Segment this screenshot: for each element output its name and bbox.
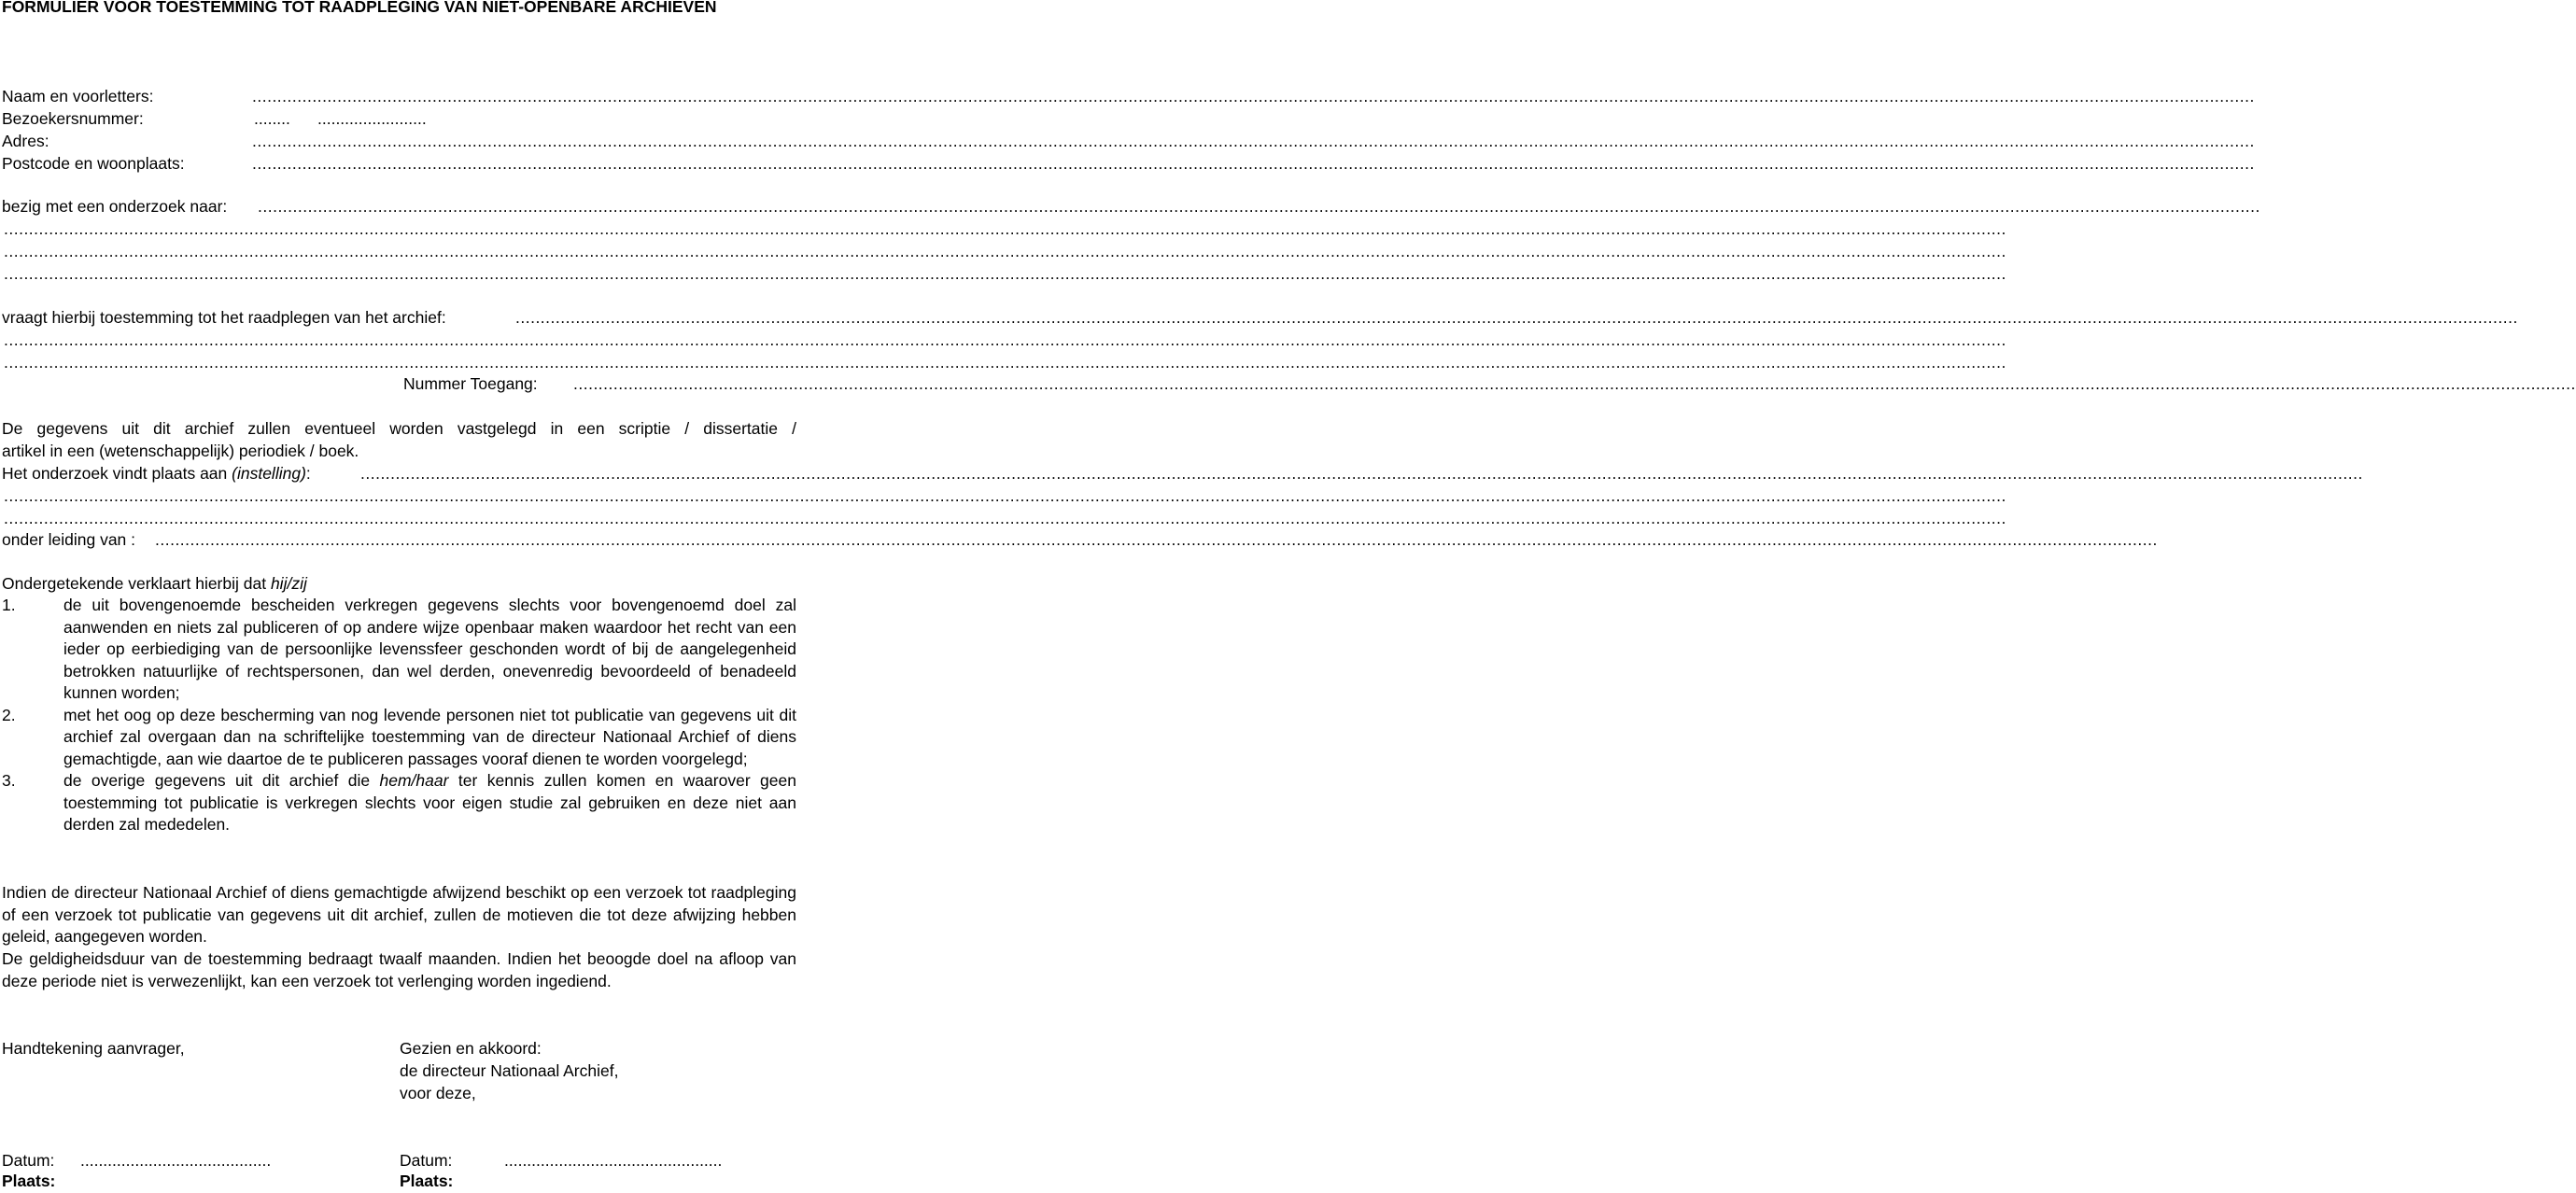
- gezien-akkoord: Gezien en akkoord:: [400, 1039, 542, 1058]
- leiding-label: onder leiding van :: [2, 530, 136, 549]
- instelling-dots-2[interactable]: ................................................................................................................................................................................................................................................................................................................................................................................................................: [4, 486, 2006, 505]
- handtekening-aanvrager: Handtekening aanvrager,: [2, 1039, 185, 1058]
- item-text: de overige gegevens uit dit archief die hem/haar ter kennis zullen komen en waarover geen toestemming tot publicatie is verkregen slechts voor eigen studie zal gebruiken en deze niet aan derden zal mededelen.: [63, 771, 796, 834]
- onderzoek-dots-4[interactable]: ................................................................................................................................................................................................................................................................................................................................................................................................................: [4, 264, 2006, 283]
- field-bezoekersnummer-row[interactable]: [2, 108, 838, 131]
- gegevens-line-1: [2, 418, 796, 441]
- onderzoek-line-3[interactable]: [2, 241, 2006, 263]
- naam-dots[interactable]: ................................................................................................................................................................................................................................................................................................................................................................................................................: [252, 87, 2255, 105]
- slot-paragraph-2: De geldigheidsduur van de toestemming bedraagt twaalf maanden. Indien het beoogde doel na afloop van deze periode niet is verwezenlijkt, kan een verzoek tot verlenging worden ingediend.: [2, 949, 796, 990]
- plaats-label-right: Plaats:: [400, 1172, 454, 1190]
- verklaring-item-2: [2, 705, 796, 771]
- voor-deze-label: voor deze,: [400, 1084, 476, 1102]
- verklaring-list: [2, 595, 796, 836]
- item-number: 3.: [2, 771, 16, 790]
- directeur-label: de directeur Nationaal Archief,: [400, 1061, 619, 1080]
- bezoekersnummer-dots-1[interactable]: ........: [254, 109, 290, 128]
- archief-dots-2[interactable]: ................................................................................................................................................................................................................................................................................................................................................................................................................: [4, 330, 2006, 349]
- nummer-toegang-label: Nummer Toegang:: [403, 374, 538, 393]
- datum-label-left: Datum:: [2, 1151, 55, 1170]
- field-adres-row[interactable]: [2, 131, 2255, 153]
- verklaring-item-3: [2, 770, 796, 836]
- datum-dots-left[interactable]: ..........................................: [80, 1151, 272, 1170]
- form-title: FORMULIER VOOR TOESTEMMING TOT RAADPLEGING VAN NIET-OPENBARE ARCHIEVEN: [2, 0, 717, 16]
- onderzoek-dots-3[interactable]: ................................................................................................................................................................................................................................................................................................................................................................................................................: [4, 242, 2006, 260]
- postcode-dots[interactable]: ................................................................................................................................................................................................................................................................................................................................................................................................................: [252, 154, 2255, 173]
- adres-label: Adres:: [2, 132, 49, 150]
- item-number: 1.: [2, 596, 16, 614]
- naam-label: Naam en voorletters:: [2, 87, 154, 105]
- plaats-label-left: Plaats:: [2, 1172, 56, 1190]
- instelling-line-3[interactable]: [2, 508, 2006, 530]
- leiding-dots[interactable]: ................................................................................................................................................................................................................................................................................................................................................................................................................: [155, 530, 2158, 549]
- postcode-label: Postcode en woonplaats:: [2, 154, 185, 173]
- onderzoek-row[interactable]: [2, 196, 2260, 218]
- instelling-line-2[interactable]: [2, 485, 2006, 508]
- instelling-dots-3[interactable]: ................................................................................................................................................................................................................................................................................................................................................................................................................: [4, 509, 2006, 527]
- field-postcode-row[interactable]: [2, 153, 2255, 175]
- nummer-toegang-row[interactable]: [2, 373, 2576, 396]
- gegevens-line-2: [2, 441, 838, 463]
- bezoekersnummer-dots-2[interactable]: ........................: [317, 109, 427, 128]
- item-number: 2.: [2, 705, 16, 724]
- gegevens-text-1: De gegevens uit dit archief zullen eventueel worden vastgelegd in een scriptie / dissertatie /: [2, 419, 796, 438]
- archief-dots-3[interactable]: ................................................................................................................................................................................................................................................................................................................................................................................................................: [4, 353, 2006, 372]
- instelling-label: Het onderzoek vindt plaats aan (instelling):: [2, 464, 311, 483]
- datum-dots-right[interactable]: ................................................: [504, 1151, 723, 1170]
- verklaring-item-1: [2, 595, 796, 705]
- nummer-toegang-dots[interactable]: ................................................................................................................................................................................................................................................................................................................................................................................................................: [573, 374, 2576, 393]
- onderzoek-dots[interactable]: ................................................................................................................................................................................................................................................................................................................................................................................................................: [258, 197, 2260, 216]
- onderzoek-label: bezig met een onderzoek naar:: [2, 197, 228, 216]
- archief-row[interactable]: [2, 307, 2518, 330]
- instelling-dots[interactable]: ................................................................................................................................................................................................................................................................................................................................................................................................................: [360, 464, 2363, 483]
- bezoekersnummer-label: Bezoekersnummer:: [2, 109, 144, 128]
- slot-paragraph-1: Indien de directeur Nationaal Archief of diens gemachtigde afwijzend beschikt op een verzoek tot raadpleging of een verzoek tot publicatie van gegevens uit dit archief, zullen de motieven die tot deze afwijzing hebben geleid, aangegeven worden.: [2, 883, 796, 946]
- field-naam-row[interactable]: [2, 86, 2255, 108]
- instelling-row[interactable]: [2, 463, 2363, 485]
- verklaring-intro: Ondergetekende verklaart hierbij dat hij/zij: [2, 574, 307, 593]
- onderzoek-line-4[interactable]: [2, 263, 2006, 286]
- item-text: met het oog op deze bescherming van nog levende personen niet tot publicatie van gegevens uit dit archief zal overgaan dan na schriftelijke toestemming van de directeur Nationaal Archief of diens gemachtigde, aan wie daartoe de te publiceren passages vooraf dienen te worden voorgelegd;: [63, 705, 796, 768]
- adres-dots[interactable]: ................................................................................................................................................................................................................................................................................................................................................................................................................: [252, 132, 2255, 150]
- datum-label-right: Datum:: [400, 1151, 453, 1170]
- archief-line-3[interactable]: [2, 352, 2006, 374]
- leiding-row[interactable]: [2, 529, 2158, 552]
- gegevens-text-2: artikel in een (wetenschappelijk) periodiek / boek.: [2, 442, 359, 460]
- archief-line-2[interactable]: [2, 330, 2006, 352]
- onderzoek-dots-2[interactable]: ................................................................................................................................................................................................................................................................................................................................................................................................................: [4, 219, 2006, 238]
- onderzoek-line-2[interactable]: [2, 218, 2006, 241]
- archief-label: vraagt hierbij toestemming tot het raadplegen van het archief:: [2, 308, 446, 327]
- archief-dots[interactable]: ................................................................................................................................................................................................................................................................................................................................................................................................................: [515, 308, 2518, 327]
- item-text: de uit bovengenoemde bescheiden verkregen gegevens slechts voor bovengenoemd doel zal aanwenden en niets zal publiceren of op andere wijze openbaar maken waardoor het recht van een ieder op eerbiediging van de persoonlijke levenssfeer geschonden wordt of bij de aangelegenheid betrokken natuurlijke of rechtspersonen, dan wel derden, onevenredig bevoordeeld of benadeeld kunnen worden;: [63, 596, 796, 702]
